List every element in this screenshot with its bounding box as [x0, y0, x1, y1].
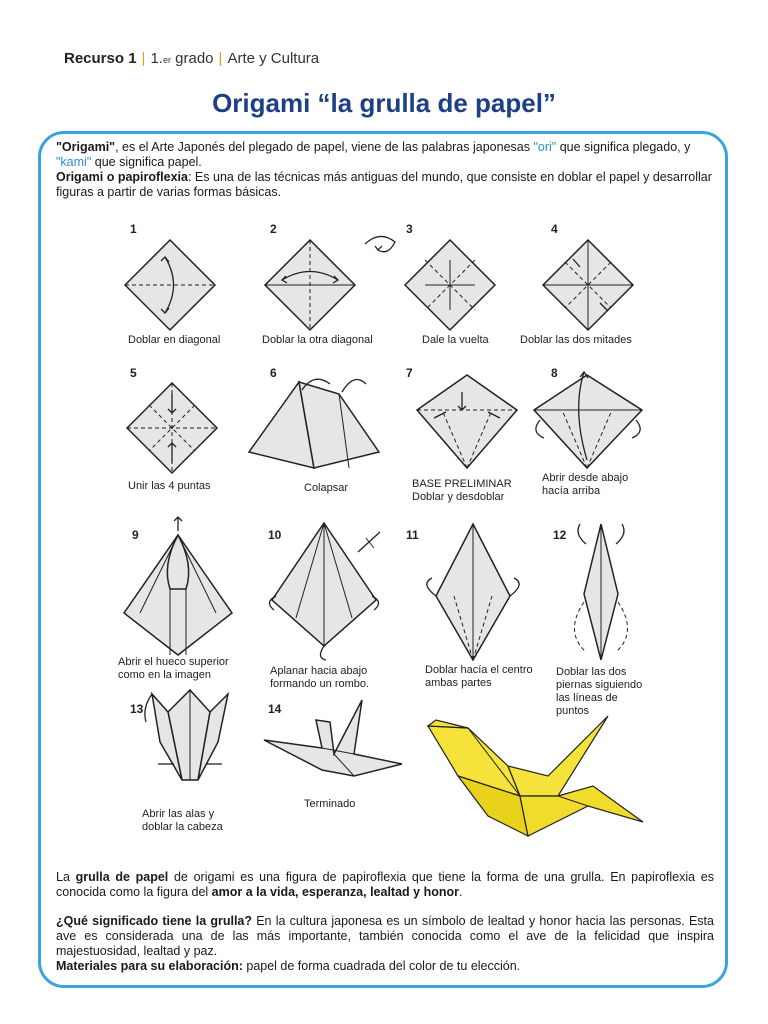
step-10-diagram — [262, 518, 387, 658]
step-number: 5 — [130, 366, 137, 380]
outro-text-c: . — [458, 885, 463, 899]
step-number: 14 — [268, 702, 282, 716]
step-number: 4 — [551, 222, 558, 236]
step-8-diagram — [532, 370, 647, 470]
ori-term: "ori" — [533, 140, 557, 154]
step-2-diagram — [260, 235, 360, 335]
step-caption: Terminado — [304, 798, 356, 810]
resource-header — [64, 50, 319, 67]
step-number: 9 — [132, 528, 139, 542]
meaning-answer: En la cultura japonesa es un símbolo de lealtad y honor hacia las personas. Esta ave es considerada una de las más importante, también conocida como el ave de la felicidad que inspira majestuosidad, lealtad y paz. — [56, 914, 714, 958]
header-separator: | — [141, 50, 146, 67]
step-14-diagram — [262, 692, 412, 792]
step-number: 3 — [406, 222, 413, 236]
step-caption: Colapsar — [304, 482, 349, 494]
grade-word: grado — [175, 50, 214, 67]
step-number: 7 — [406, 366, 413, 380]
page-title: Origami “la grulla de papel” — [212, 88, 556, 118]
step-caption: Abrir las alas y doblar la cabeza — [142, 808, 223, 833]
intro-text-d: : Es una de las técnicas más antiguas del mundo, que consiste en doblar el papel y desarrollar figuras a partir de varias formas básicas. — [56, 170, 712, 199]
step-caption: Doblar en diagonal — [128, 334, 221, 346]
outro-text-b: de origami es una figura de papiroflexia que tiene la forma de una grulla. En papiroflexia es conocida como la figura del — [56, 870, 715, 899]
step-9-diagram — [120, 515, 240, 660]
subject-label: Arte y Cultura — [227, 50, 320, 67]
step-number: 1 — [130, 222, 137, 236]
outro-paragraph-1 — [56, 870, 714, 900]
step-6-diagram — [244, 372, 384, 482]
origami-term: "Origami" — [56, 140, 116, 154]
step-5-diagram — [122, 378, 222, 478]
step-number: 10 — [268, 528, 282, 542]
step-3-diagram — [400, 235, 500, 335]
step-caption: BASE PRELIMINAR Doblar y desdoblar — [412, 478, 512, 503]
paragraph-gap — [56, 900, 714, 914]
materials-text: papel de forma cuadrada del color de tu elección. — [242, 959, 521, 973]
outro-paragraph-2 — [56, 914, 714, 959]
intro-paragraph-1 — [56, 140, 716, 170]
step-7-diagram — [412, 370, 522, 470]
papiroflexia-term: Origami o papiroflexia — [56, 170, 188, 184]
outro-paragraph-3 — [56, 959, 714, 974]
step-13-diagram — [138, 682, 258, 802]
intro-text-c: que significa papel. — [91, 155, 202, 169]
intro-paragraph-2 — [56, 170, 716, 200]
step-caption: Unir las 4 puntas — [128, 480, 211, 492]
intro-text — [56, 140, 716, 200]
finished-crane-image — [428, 716, 648, 838]
outro-text — [56, 870, 714, 974]
intro-text-a: , es el Arte Japonés del plegado de papel, viene de las palabras japonesas — [115, 140, 534, 154]
step-caption: Doblar hacía el centro ambas partes — [425, 664, 533, 689]
step-number: 13 — [130, 702, 144, 716]
grade-superscript: er — [162, 55, 171, 65]
step-1-diagram — [120, 235, 220, 335]
crane-term: grulla de papel — [75, 870, 169, 884]
step-4-diagram — [538, 235, 638, 335]
grade-number: 1. — [150, 50, 163, 67]
step-11-diagram — [418, 522, 528, 662]
kami-term: "kami" — [56, 155, 92, 169]
resource-label: Recurso 1 — [64, 50, 137, 67]
crane-values: amor a la vida, esperanza, lealtad y honor — [211, 885, 459, 899]
materials-label: Materiales para su elaboración: — [56, 959, 243, 973]
step-caption: Doblar la otra diagonal — [262, 334, 373, 346]
step-caption: Doblar las dos piernas siguiendo las líneas de puntos — [556, 666, 643, 717]
step-caption: Doblar las dos mitades — [520, 334, 632, 346]
step-number: 8 — [551, 366, 558, 380]
step-caption: Dale la vuelta — [422, 334, 489, 346]
header-separator: | — [218, 50, 223, 67]
step-12-diagram — [556, 522, 646, 662]
flip-over-icon — [360, 232, 400, 260]
intro-text-b: que significa plegado, y — [556, 140, 691, 154]
step-number: 12 — [553, 528, 567, 542]
meaning-question: ¿Qué significado tiene la grulla? — [56, 914, 253, 928]
step-caption: Abrir desde abajo hacía arriba — [542, 472, 629, 497]
step-number: 11 — [406, 528, 419, 542]
step-caption: Abrir el hueco superior como en la imagen — [118, 656, 229, 681]
outro-text-a: La — [56, 870, 76, 884]
step-caption: Aplanar hacia abajo formando un rombo. — [270, 665, 370, 690]
step-number: 2 — [270, 222, 277, 236]
step-number: 6 — [270, 366, 277, 380]
